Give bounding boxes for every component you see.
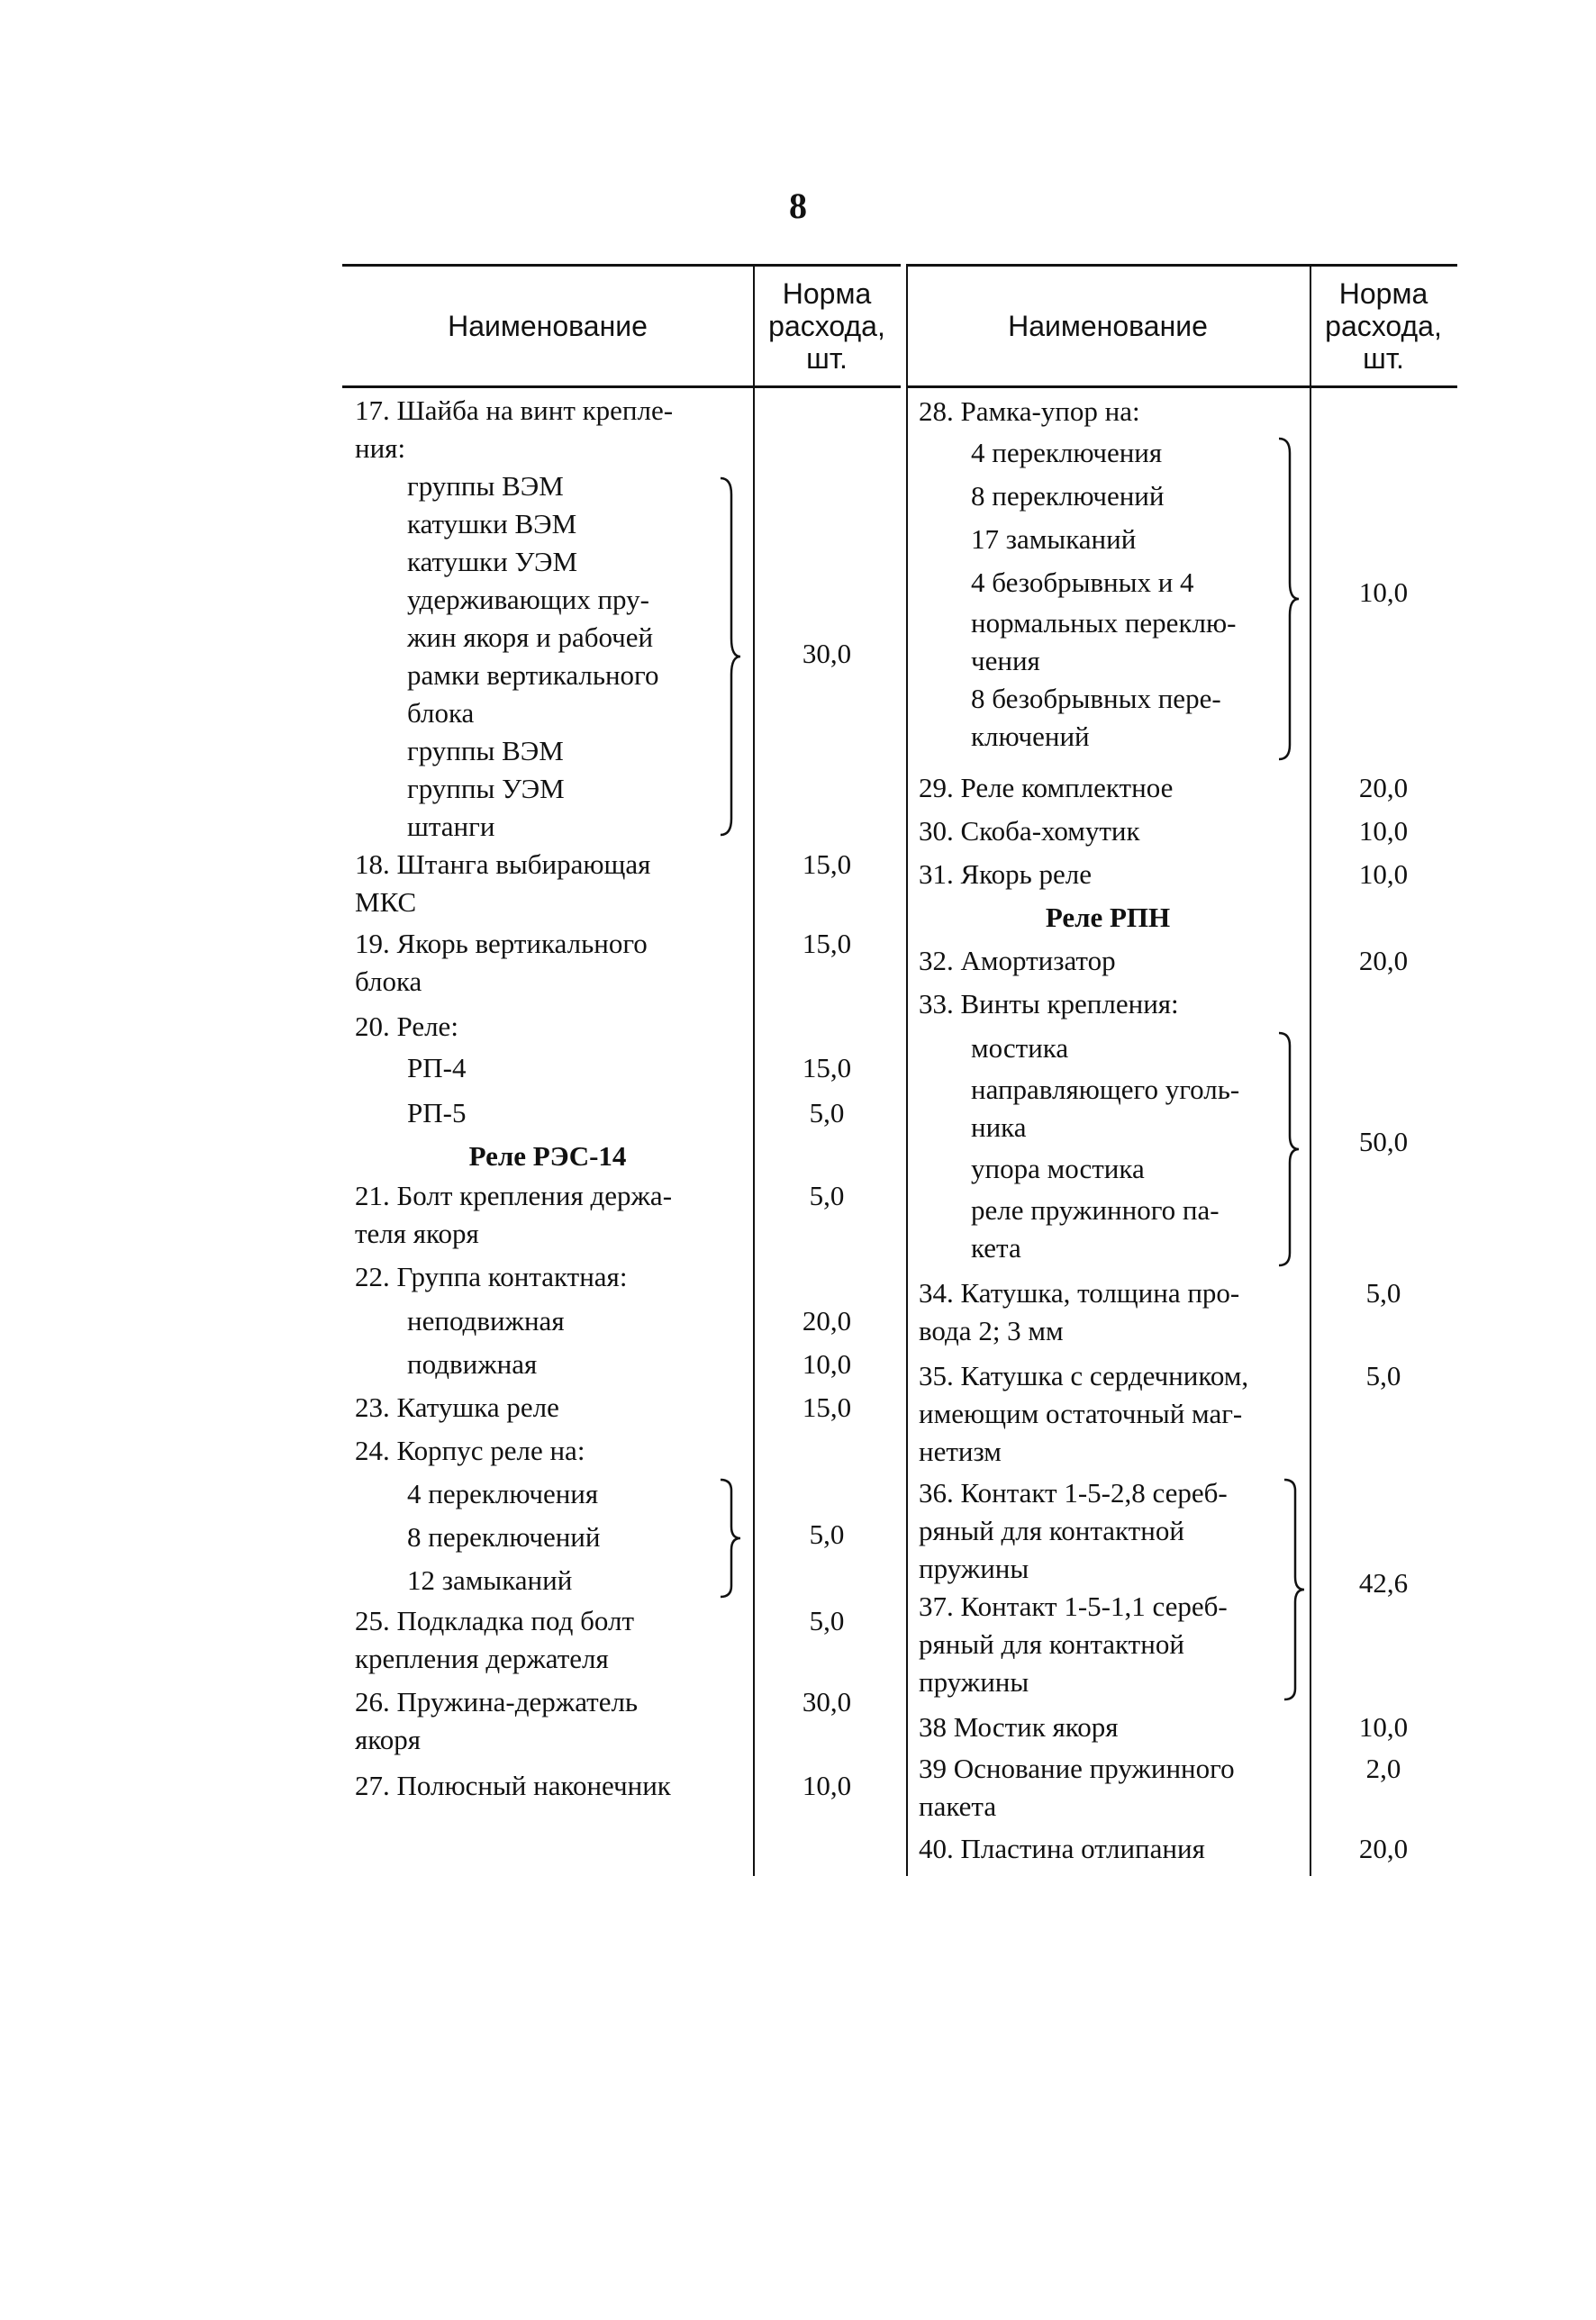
table-row: 17. Шайба на винт крепле- [355, 394, 674, 426]
norm-header: Норма расхода, шт. [1325, 277, 1442, 375]
table-row: 34. Катушка, толщина про- вода 2; 3 мм 5,0 [919, 1277, 1401, 1346]
list-item: группы УЭМ [407, 773, 565, 804]
right-rows [906, 392, 1457, 1871]
table-row: 18. Штанга выбирающая МКС 15,0 [355, 848, 852, 918]
left-rows [342, 392, 901, 1808]
name-header: Наименование [1008, 310, 1208, 342]
table-row: подвижная 10,0 [407, 1348, 852, 1380]
list-item: ключений [971, 720, 1090, 752]
table-row: 19. Якорь вертикального блока 15,0 [355, 928, 852, 997]
list-item: 17 замыканий [971, 523, 1137, 555]
list-item: 8 переключений [971, 480, 1165, 512]
list-item: 4 переключения [407, 1478, 599, 1509]
list-item: ряный для контактной [919, 1628, 1184, 1660]
table-row: 21. Болт крепления держа- теля якоря 5,0 [355, 1180, 845, 1249]
right-brace-icon [1277, 1031, 1301, 1267]
table-row: неподвижная 20,0 [407, 1305, 852, 1337]
list-item: 37. Контакт 1-5-1,1 сереб- [919, 1590, 1228, 1622]
norm-value: 10,0 [1358, 576, 1409, 608]
list-item: ника [971, 1111, 1027, 1143]
list-item: штанги [407, 811, 495, 842]
page-number: 8 [789, 186, 807, 226]
list-item: жин якоря и рабочей [407, 621, 654, 653]
table-row: 23. Катушка реле 15,0 [355, 1391, 852, 1423]
table-row: 40. Пластина отлипания 20,0 [919, 1833, 1409, 1864]
list-item: катушки ВЭМ [407, 508, 577, 539]
table-row: 20. Реле: [355, 1010, 458, 1042]
list-item: ряный для контактной [919, 1515, 1184, 1546]
list-item: 8 безобрывных пере- [971, 683, 1221, 714]
table-row: 35. Катушка с сердечником, имеющим остаточный маг- нетизм 5,0 [919, 1360, 1401, 1467]
right-brace-icon [1277, 437, 1301, 761]
list-item: направляющего уголь- [971, 1074, 1240, 1105]
list-item: реле пружинного па- [971, 1194, 1220, 1226]
table-row: 22. Группа контактная: [355, 1261, 628, 1292]
table-row: 31. Якорь реле 10,0 [919, 858, 1409, 890]
table-top-rule [906, 264, 1457, 267]
norm-value: 30,0 [802, 638, 852, 669]
item-group-33 [906, 1026, 1457, 1269]
header-rule [906, 385, 1457, 388]
table-row: 26. Пружина-держатель якоря 30,0 [355, 1686, 852, 1755]
list-item: пружины [919, 1666, 1029, 1698]
table-row: 39 Основание пружинного пакета 2,0 [919, 1753, 1401, 1822]
name-header: Наименование [448, 310, 648, 342]
list-item: блока [407, 697, 475, 729]
right-brace-icon [719, 1478, 742, 1599]
section-title: Реле РПН [1045, 902, 1171, 933]
table-row: 30. Скоба-хомутик 10,0 [919, 815, 1409, 847]
list-item: мостика [971, 1032, 1069, 1064]
table-row: 28. Рамка-упор на: [919, 395, 1140, 427]
table-row: 25. Подкладка под болт крепления держателя 5,0 [355, 1605, 845, 1674]
table-top-rule [342, 264, 901, 267]
list-item: чения [971, 645, 1040, 676]
list-item: группы ВЭМ [407, 735, 564, 766]
item-group-36-37 [906, 1474, 1457, 1705]
list-item: удерживающих пру- [407, 584, 649, 615]
list-item: пружины [919, 1553, 1029, 1584]
table-row: 38 Мостик якоря 10,0 [919, 1711, 1409, 1743]
item-group-24 [342, 1473, 901, 1602]
norm-value: 50,0 [1358, 1126, 1409, 1157]
list-item: катушки УЭМ [407, 546, 578, 577]
list-item: 12 замыканий [407, 1564, 573, 1596]
list-item: 4 безобрывных и 4 [971, 566, 1194, 598]
table-row: 29. Реле комплектное 20,0 [919, 772, 1409, 803]
list-item: рамки вертикального [407, 659, 659, 691]
table-row: 24. Корпус реле на: [355, 1435, 585, 1466]
list-item: группы ВЭМ [407, 470, 564, 502]
section-title: Реле РЭС-14 [468, 1140, 627, 1172]
table-row: РП-5 5,0 [407, 1097, 845, 1128]
right-table [906, 264, 1457, 1885]
norm-value: 42,6 [1358, 1567, 1409, 1599]
left-table [342, 264, 901, 1885]
norm-value: 5,0 [809, 1518, 845, 1550]
norm-header: Норма расхода, шт. [768, 277, 885, 375]
right-brace-icon [1283, 1478, 1306, 1701]
right-brace-icon [719, 476, 742, 837]
table-row: РП-4 15,0 [407, 1052, 852, 1083]
list-item: 8 переключений [407, 1521, 601, 1553]
table-row: 33. Винты крепления: [919, 988, 1179, 1020]
list-item: упора мостика [971, 1153, 1145, 1184]
header-rule [342, 385, 901, 388]
table-row: 27. Полюсный наконечник 10,0 [355, 1770, 852, 1801]
table-row: ния: [355, 432, 406, 464]
table-row: 32. Амортизатор 20,0 [919, 945, 1409, 976]
list-item: нормальных переклю- [971, 607, 1237, 639]
item-group-28 [906, 431, 1457, 766]
list-item: кета [971, 1232, 1021, 1264]
list-item: 4 переключения [971, 437, 1163, 468]
item-group-17 [342, 467, 901, 846]
list-item: 36. Контакт 1-5-2,8 сереб- [919, 1477, 1228, 1509]
